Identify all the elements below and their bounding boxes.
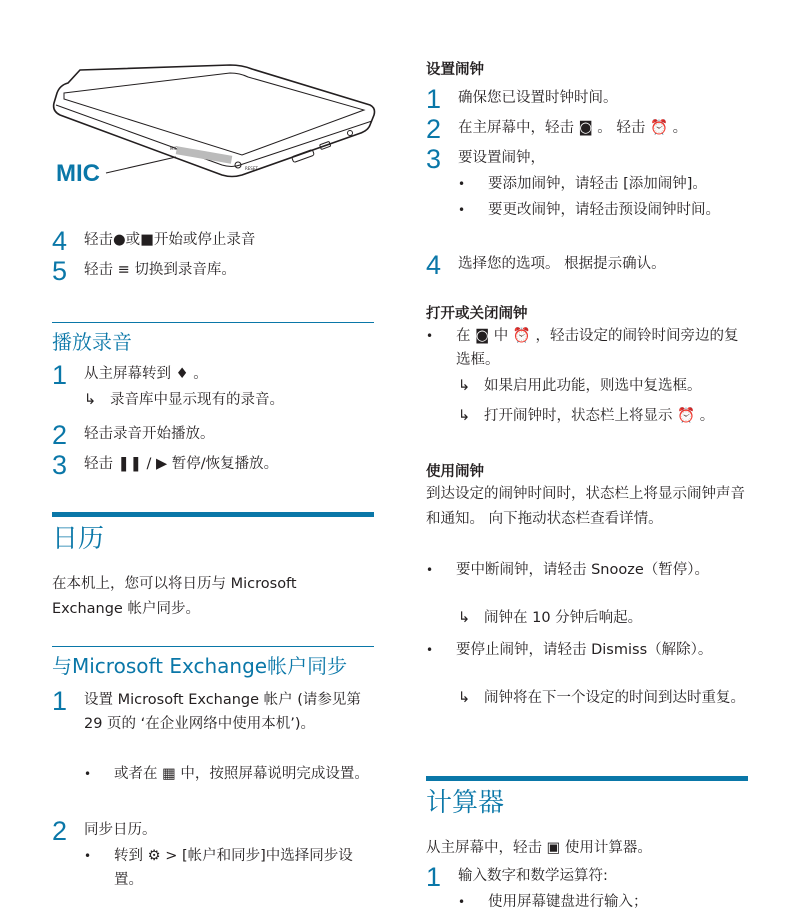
alarm-step-3 — [426, 146, 545, 172]
sync-bullet-2 — [84, 844, 374, 892]
step-number: 5 — [52, 256, 68, 286]
step-number: 1 — [426, 84, 442, 114]
sync-step-2 — [52, 818, 157, 844]
playback-step-3 — [52, 452, 278, 478]
sync-heading: 与Microsoft Exchange帐户同步 — [52, 654, 348, 678]
sync-rule — [52, 646, 374, 647]
bullet-mark: • — [426, 563, 434, 577]
set-alarm-heading: 设置闹钟 — [426, 62, 484, 78]
step-text: 在主屏幕中，轻击 ◙ 。 轻击 ⏰ 。 — [458, 120, 688, 136]
use-bullet-2 — [426, 638, 748, 662]
step-text: 同步日历。 — [84, 822, 157, 838]
step-text: 轻击录音开始播放。 — [84, 426, 215, 442]
alarm-bullet-1 — [458, 172, 748, 196]
step-number: 2 — [52, 816, 68, 846]
result-arrow-icon: ↳ — [458, 690, 471, 706]
step-text: 输入数字和数学运算符: — [458, 868, 608, 884]
result-arrow-icon: ↳ — [458, 378, 471, 394]
step-number: 3 — [52, 450, 68, 480]
step-text: 轻击 ❚❚ / ▶ 暂停/恢复播放。 — [84, 456, 279, 472]
bullet-mark: • — [426, 643, 434, 657]
step-number: 2 — [52, 420, 68, 450]
use-alarm-intro: 到达设定的闹钟时间时，状态栏上将显示闹钟声音和通知。 向下拖动状态栏查看详情。 — [426, 486, 745, 527]
bullet-mark: • — [84, 767, 92, 781]
use-alarm-heading: 使用闹钟 — [426, 464, 484, 480]
device-illustration — [52, 55, 382, 195]
result-text: 闹钟在 10 分钟后响起。 — [484, 610, 643, 626]
playback-step-2 — [52, 422, 215, 448]
result-text: 录音库中显示现有的录音。 — [110, 392, 284, 408]
mic-tiny-label: MIC — [170, 146, 178, 151]
playback-rule — [52, 322, 374, 323]
bullet-text: 转到 ⚙ > [帐户和同步]中选择同步设置。 — [114, 848, 353, 888]
step-text: 确保您已设置时钟时间。 — [458, 90, 618, 106]
toggle-alarm-heading: 打开或关闭闹钟 — [426, 306, 528, 322]
bullet-mark: • — [458, 895, 466, 909]
playback-result — [84, 388, 374, 412]
step-number: 3 — [426, 144, 442, 174]
toggle-result-1 — [458, 374, 748, 398]
calculator-heading: 计算器 — [426, 788, 505, 818]
alarm-bullet-2 — [458, 198, 748, 222]
mic-label: MIC — [56, 160, 100, 187]
calculator-rule — [426, 776, 748, 781]
result-text: 闹钟将在下一个设定的时间到达时重复。 — [484, 690, 745, 706]
step-text: 设置 Microsoft Exchange 帐户 (请参见第 29 页的 ‘在企业网络中使用本机’)。 — [84, 692, 361, 732]
toggle-bullet — [426, 324, 748, 372]
bullet-mark: • — [458, 177, 466, 191]
use-result-2 — [458, 686, 748, 710]
bullet-mark: • — [458, 203, 466, 217]
calculator-bullet — [458, 890, 748, 914]
bullet-text: 使用屏幕键盘进行输入； — [488, 894, 648, 910]
calendar-rule — [52, 512, 374, 517]
result-arrow-icon: ↳ — [458, 408, 471, 424]
bullet-text: 要中断闹钟，请轻击 Snooze（暂停）。 — [456, 562, 710, 578]
bullet-text: 在 ◙ 中 ⏰ ，轻击设定的闹铃时间旁边的复选框。 — [456, 328, 739, 368]
reset-tiny-label: RESET — [245, 166, 258, 171]
bullet-text: 要添加闹钟，请轻击 [添加闹钟]。 — [488, 176, 707, 192]
sync-step-1 — [52, 688, 374, 736]
playback-step-1 — [52, 362, 374, 388]
alarm-step-2 — [426, 116, 687, 142]
step-text: 轻击●或■开始或停止录音 — [84, 232, 256, 248]
alarm-step-4 — [426, 252, 666, 278]
calendar-heading: 日历 — [52, 524, 105, 554]
use-result-1 — [458, 606, 748, 630]
result-text: 打开闹钟时，状态栏上将显示 ⏰ 。 — [484, 408, 715, 424]
step-number: 1 — [426, 862, 442, 892]
bullet-mark: • — [426, 329, 434, 343]
step-number: 4 — [52, 226, 68, 256]
bullet-text: 要停止闹钟，请轻击 Dismiss（解除）。 — [456, 642, 713, 658]
calculator-step-1 — [426, 864, 608, 890]
playback-heading: 播放录音 — [52, 330, 132, 354]
record-step-4 — [52, 228, 255, 254]
result-text: 如果启用此功能，则选中复选框。 — [484, 378, 702, 394]
step-text: 选择您的选项。 根据提示确认。 — [458, 256, 666, 272]
sync-bullet-1 — [84, 762, 374, 786]
use-bullet-1 — [426, 558, 748, 582]
result-arrow-icon: ↳ — [458, 610, 471, 626]
toggle-result-2 — [458, 404, 748, 428]
bullet-text: 要更改闹钟，请轻击预设闹钟时间。 — [488, 202, 720, 218]
calculator-intro: 从主屏幕中，轻击 ▣ 使用计算器。 — [426, 840, 652, 856]
step-text: 要设置闹钟， — [458, 150, 545, 166]
alarm-step-1 — [426, 86, 618, 112]
bullet-text: 或者在 ▦ 中，按照屏幕说明完成设置。 — [114, 766, 369, 782]
step-number: 2 — [426, 114, 442, 144]
result-arrow-icon: ↳ — [84, 392, 97, 408]
step-number: 4 — [426, 250, 442, 280]
step-number: 1 — [52, 686, 68, 716]
step-text: 从主屏幕转到 ♦ 。 — [84, 366, 208, 382]
step-number: 1 — [52, 360, 68, 390]
bullet-mark: • — [84, 849, 92, 863]
record-step-5 — [52, 258, 236, 284]
step-text: 轻击 ≡ 切换到录音库。 — [84, 262, 236, 278]
calendar-intro: 在本机上，您可以将日历与 Microsoft Exchange 帐户同步。 — [52, 576, 297, 617]
